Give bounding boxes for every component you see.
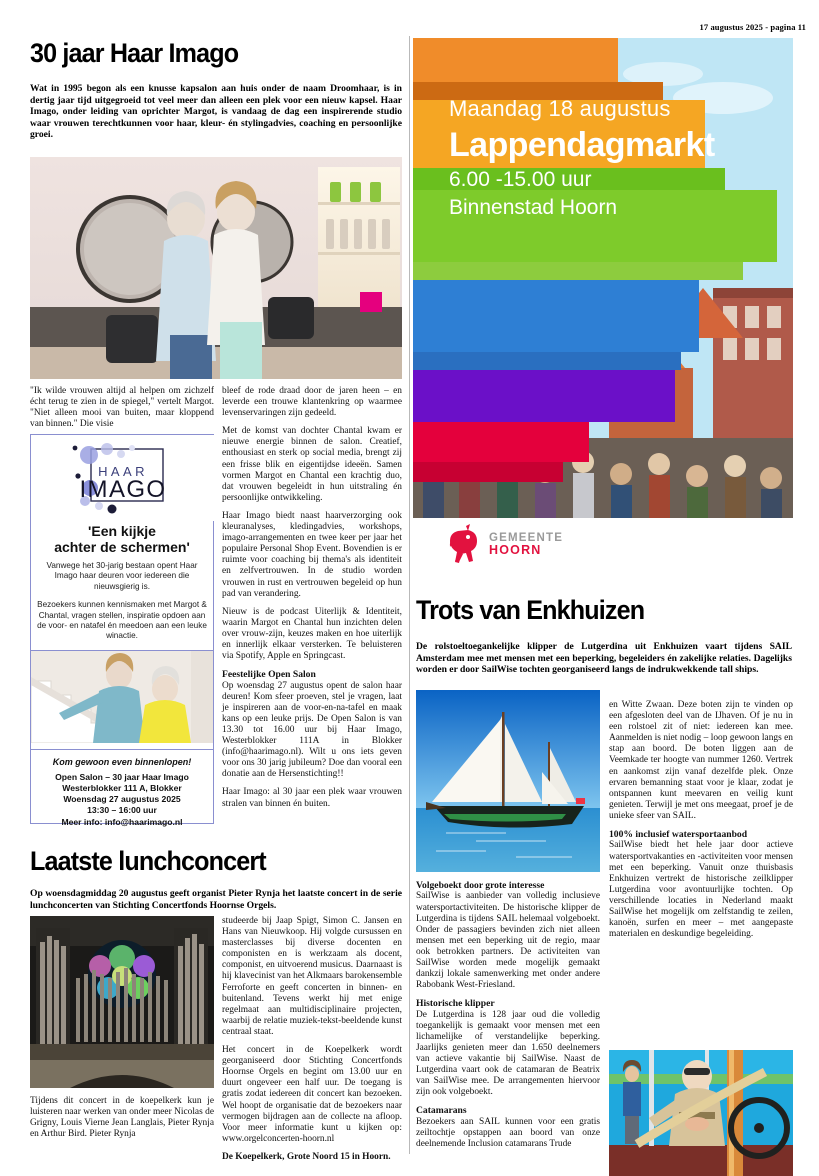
article-column-left-lunchconcert xyxy=(30,1096,214,1140)
masthead-date: 17 augustus 2025 - pagina 11 xyxy=(699,22,806,32)
article-column-left-haarimago xyxy=(30,386,214,430)
article-column-right-lunchconcert xyxy=(222,916,402,1163)
page-title-haarimago: 30 jaar Haar Imago xyxy=(30,38,239,68)
paragraph: bleef de rode draad door de jaren heen – en leverde een trouwe klantenkring op waarmee levenservaringen zijn gedeeld. xyxy=(222,386,402,419)
advertisement-haarimago[interactable] xyxy=(30,434,214,827)
lead-paragraph-enkhuizen: De rolstoeltoegankelijke klipper de Lutgerdina uit Enkhuizen vaart tijdens SAIL Amsterdam mee met mensen met een beperking, begeleiders én zakelijke relaties. Dagelijks worden er door SailWise tochten georganiseerd langs de indrukwekkende tall ships. xyxy=(416,641,792,676)
logo-gemeente-hoorn xyxy=(413,518,793,576)
svg-text:HAAR: HAAR xyxy=(98,464,148,479)
banner-date: Maandag 18 augustus xyxy=(449,96,671,121)
lead-paragraph-haarimago: Wat in 1995 begon als een knusse kapsalon aan huis onder de naam Droomhaar, is in dertig jaar tijd uitgegroeid tot veel meer dan alleen een plek voor een nieuw kapsel. Haar Imago, onder leiding van oprichter Margot, is vandaag de dag een inspirerende studio waar vrouwen terechtkunnen voor haar, kleur- én stylingadvies, coaching en persoonlijke groei. xyxy=(30,83,402,141)
banner-time: 6.00 -15.00 uur xyxy=(449,168,592,191)
paragraph: SailWise is aanbieder van volledig inclusieve watersportactiviteiten. De historische klipper de Lutgerdina is tijdens SAIL helemaal volgeboekt. Onder de passagiers bevinden zich niet alleen mensen met een beperking uit de regio, maar ook betrokken partners. De activiteiten van SailWise worden mede mogelijk gemaakt dankzij lokale samenwerking met onder andere Rabobank West-Friesland. xyxy=(416,891,600,991)
photo-sailing-clipper xyxy=(416,690,600,872)
article-column-right-enkhuizen xyxy=(609,700,793,940)
paragraph: Op woensdag 27 augustus opent de salon haar deuren! Kom sfeer proeven, stel je vragen, laat je inspireren aan de voor-en-na-tafel en maak kans op een leuke prijs. De Open Salon is van 13.30 tot 16.00 uur bij Haar Imago, Westerblokker 111A in Blokker (info@haarimago.nl). Wilt u ons iets geven voor ons 30 jarig jubileum? Doe dan vooral een donatie aan de Hersenstichting!! xyxy=(222,680,402,780)
lead-paragraph-lunchconcert: Op woensdagmiddag 20 augustus geeft organist Pieter Rynja het laatste concert in de serie lunchconcerten van Stichting Concertfonds Hoornse Orgels. xyxy=(30,888,402,911)
banner-location: Binnenstad Hoorn xyxy=(449,196,618,219)
ad-logo xyxy=(31,435,213,521)
ad-detail-line-3: Woensdag 27 augustus 2025 xyxy=(63,794,181,805)
gemeente-wordmark xyxy=(489,532,563,556)
paragraph: Het concert in de Koepelkerk wordt georganiseerd door Stichting Concertfonds Hoornse Orgels en begint om 13.00 uur en duurt ongeveer een half uur. De toegang is gratis zodat iedereen dit concert kan bezoeken. Wel hoopt de organisatie dat de bezoekers naar vermogen bijdragen aan de collecte na afloop. Voor meer informatie kunt u kijken op: www.orgelconcerten-hoorn.nl xyxy=(222,1045,402,1144)
ad-body-text xyxy=(31,561,213,642)
subheading-inclusief-watersport: 100% inclusief watersportaanbod xyxy=(609,829,748,841)
subheading-catamarans: Catamarans xyxy=(416,1105,467,1117)
paragraph: "Ik wilde vrouwen altijd al helpen om zichzelf écht terug te zien in de spiegel," vertelt Margot. "Niet alleen mooi van buiten, maar kloppend van binnen." Die visie xyxy=(30,386,214,430)
paragraph: Tijdens dit concert in de koepelkerk kun je luisteren naar werken van onder meer Nicolas de Grigny, Louis Vierne Jean Langlais, Pieter Rynja en Arthur Bird. Pieter Rynja xyxy=(30,1096,214,1140)
subheading-historische-klipper: Historische klipper xyxy=(416,998,495,1010)
advertisement-lappendagmarkt[interactable] xyxy=(413,38,793,533)
photo-hair-salon xyxy=(30,157,402,379)
venue-line: De Koepelkerk, Grote Noord 15 in Hoorn. xyxy=(222,1151,391,1162)
photo-pipe-organ xyxy=(30,916,214,1088)
paragraph: Haar Imago biedt naast haarverzorging ook kleuranalyses, kledingadvies, workshops, imago-arrangementen en twee keer per jaar het populaire Personal Shop Event. Bovendien is er ruimte voor coaching bij thema's als identiteit en zelfvertrouwen. In de studio worden vrouwen in rust en vertrouwen begeleid op hun pad van verandering. xyxy=(222,510,402,599)
gemeente-line-1: GEMEENTE xyxy=(489,532,564,544)
unicorn-icon xyxy=(448,524,482,564)
gemeente-line-2: HOORN xyxy=(489,543,542,557)
paragraph: Met de komst van dochter Chantal kwam er nieuwe energie binnen de salon. Creatief, enthousiast en sterk op social media, brengt zij een frisse blik en eigentijdse ideeën. Samen vormen Margot en Chantal een krachtig duo, dat vrouwen begeleidt in hun uitstraling én persoonlijke ontwikkeling. xyxy=(222,426,402,503)
ad-detail-line-4: 13:30 – 16:00 uur xyxy=(87,805,157,816)
ad-paragraph-1: Vanwege het 30-jarig bestaan opent Haar Imago haar deuren voor iedereen die nieuwsgierig is. xyxy=(46,561,198,591)
svg-text:IMAGO: IMAGO xyxy=(79,476,167,503)
ad-detail-line-1: Open Salon – 30 jaar Haar Imago xyxy=(55,771,189,782)
paragraph: en Witte Zwaan. Deze boten zijn te vinden op een afgesloten deel van de IJhaven. Of je nu in een rolstoel zit of niet: iedereen kan mee. Aanmelden is niet nodig – loop gewoon langs en stap aan boord. De boten liggen aan de Veemkade ter hoogte van nummer 1260. Vertrek en aankomst zijn vanaf dezelfde plek. Onze ervaren bemanning staat voor je klaar, zodat je ontspannen kunt meevaren en veilig kunt genieten. Terwijl je met ons meegaat, proef je de unieke sfeer van SAIL. xyxy=(609,700,793,821)
ad-slogan xyxy=(31,521,213,561)
ad-detail-email[interactable]: Meer info: info@haarimago.nl xyxy=(61,816,183,827)
paragraph: SailWise biedt het hele jaar door actieve watersportvakanties en -activiteiten voor mensen met een beperking. Vanuit onze thuisbasis Enkhuizen vertrekt de historische zeilklipper Lutgerdina voor avontuurlijke tochten. Op verschillende locaties in Nederland maakt SailWise het mogelijk om zelfstandig te zeilen, kanoën, surfen en meer – met aangepaste materialen en deskundige begeleiding. xyxy=(609,840,793,940)
ad-slogan-line1: 'Een kijkje xyxy=(88,523,156,539)
ad-slogan-line2: achter de schermen' xyxy=(54,539,190,555)
ad-detail-line-2: Westerblokker 111 A, Blokker xyxy=(62,783,182,794)
column-divider xyxy=(409,36,410,1154)
photo-two-women-stairs xyxy=(31,651,213,743)
subheading-open-salon: Feestelijke Open Salon xyxy=(222,669,316,681)
paragraph: De Lutgerdina is 128 jaar oud die volledig toegankelijk is gemaakt voor mensen met een lichamelijke of verstandelijke beperking. Jaarlijks genieten meer dan 1.650 deelnemers van actieve vakantie bij SailWise. Naast de Lutgerdina vaart ook de catamaran de Beatrix van SailWise mee. De arrangementen hiervoor zijn ook volgeboekt. xyxy=(416,1009,600,1098)
subheading-volgeboekt: Volgeboekt door grote interesse xyxy=(416,880,545,891)
paragraph: Nieuw is de podcast Uiterlijk & Identiteit, waarin Margot en Chantal hun inzichten delen over vrouw-zijn, keuzes maken en hoe uiterlijk en innerlijk elkaar versterken. Te beluisteren via Spotify, Apple en Springcast. xyxy=(222,606,402,662)
page-title-lunchconcert: Laatste lunchconcert xyxy=(30,846,266,876)
banner-text-block xyxy=(449,94,779,222)
paragraph: studeerde bij Jaap Spigt, Simon C. Jansen en Hans van Nieuwkoop. Hij volgde cursussen en masterclasses bij diverse docenten en componisten en is werkzaam als docent, componist, en uitvoerend musicus. Daarnaast is hij klavecinist van het Alkmaars barokensemble Ferroforte en geeft concerten in binnen- en buitenland. Tevens werkt hij met enige regelmaat aan multidisciplinaire projecten, waarbij de relatie muziek-tekst-beeldende kunst centraal staat. xyxy=(222,916,402,1037)
paragraph: Haar Imago: al 30 jaar een plek waar vrouwen stralen van binnen én buiten. xyxy=(222,787,402,809)
ad-call-to-action: Kom gewoon even binnenlopen! xyxy=(52,756,192,767)
page-title-enkhuizen: Trots van Enkhuizen xyxy=(416,595,645,625)
article-column-left-enkhuizen xyxy=(416,880,600,1150)
photo-sailor-on-deck xyxy=(609,1050,793,1176)
article-column-right-haarimago xyxy=(222,386,402,810)
paragraph: Bezoekers aan SAIL kunnen voor een gratis zeiltochtje opstappen aan boord van onze deelnemende Inclusion catamarans Trude xyxy=(416,1116,600,1149)
ad-paragraph-2: Bezoekers kunnen kennismaken met Margot & Chantal, vragen stellen, inspiratie opdoen aan de voor- en natafel én meedoen aan een leuke winactie. xyxy=(37,600,207,641)
banner-title: Lappendagmarkt xyxy=(449,126,715,164)
ad-event-details xyxy=(31,772,213,834)
